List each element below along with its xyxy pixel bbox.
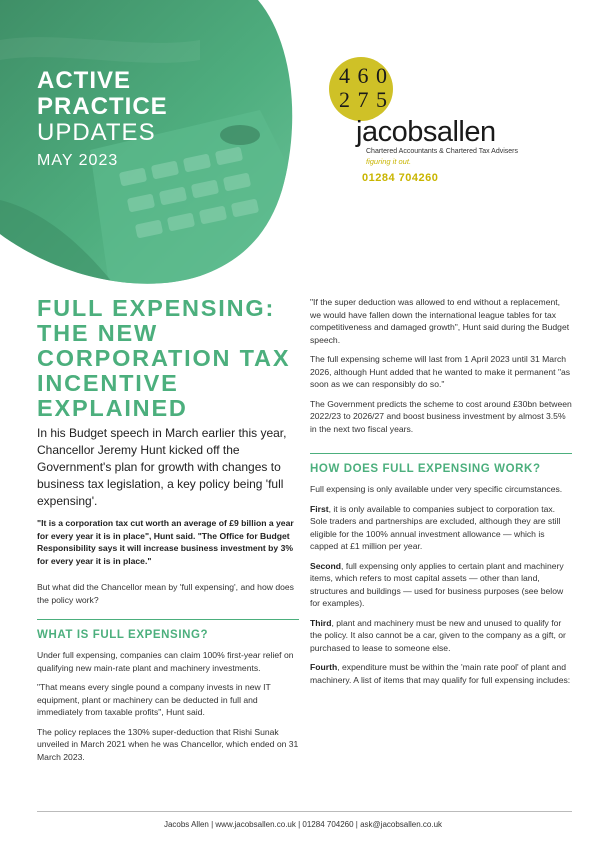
third-text: , plant and machinery must be new and unused to qualify for the policy. It also cannot be a car, given to the company as a gift, or purchased to lease to someone else. — [310, 617, 566, 653]
left-column — [37, 581, 299, 770]
article-quote: "It is a corporation tax cut worth an average of £9 billion a year for every year it is in place", Hunt said. "The Office for Budget Responsibility says it will increase business investment by 3% for every year it is in place." — [37, 518, 294, 566]
brand-tagline: figuring it out. — [366, 157, 412, 166]
section-heading-what: WHAT IS FULL EXPENSING? — [37, 619, 299, 641]
s1-paragraph-2: "That means every single pound a company invests in new IT equipment, plant or machinery can be deducted in full and immediately from taxable profits", Hunt said. — [37, 682, 271, 717]
first-label: First — [310, 503, 329, 514]
footer-divider — [37, 811, 572, 812]
article-headline: FULL EXPENSING: THE NEW CORPORATION TAX INCENTIVE EXPLAINED — [37, 295, 291, 421]
brand-name: jacobsallen — [356, 116, 496, 148]
r-paragraph-3: The Government predicts the scheme to cost around £30bn between 2022/23 to 2026/27 and boost business investment by almost 3.5% in the next two fiscal years. — [310, 398, 572, 434]
section-heading-how: HOW DOES FULL EXPENSING WORK? — [310, 453, 572, 475]
title-line-practice: PRACTICE — [37, 93, 168, 120]
s2-third — [310, 617, 572, 655]
third-label: Third — [310, 617, 332, 628]
fourth-text: , expenditure must be within the 'main rate pool' of plant and machinery. A list of items that may qualify for full expensing includes: — [310, 662, 571, 685]
title-line-updates: UPDATES — [37, 119, 156, 146]
fourth-label: Fourth — [310, 662, 338, 672]
second-text: , full expensing only applies to certain plant and machinery items, which refers to most capital assets — other than land, structures and buildings — used for business purposes (see below for examples). — [310, 560, 564, 608]
question-paragraph: But what did the Chancellor mean by 'full expensing', and how does the policy work? — [37, 582, 294, 605]
logo-digits: 4 6 0 — [339, 63, 388, 88]
footer-contact: Jacobs Allen | www.jacobsallen.co.uk | 01284 704260 | ask@jacobsallen.co.uk — [163, 820, 443, 829]
title-line-active: ACTIVE — [37, 67, 132, 94]
brand-subtitle: Chartered Accountants & Chartered Tax Advisers — [366, 148, 519, 155]
r-paragraph-2: The full expensing scheme will last from 1 April 2023 until 31 March 2026, although Hunt added that he wanted to make it permanent "as soon as we can responsibly do so." — [310, 354, 571, 389]
issue-date: MAY 2023 — [37, 152, 119, 169]
second-label: Second — [310, 560, 342, 571]
first-text: , it is only available to companies subject to corporation tax. Sole traders and partnerships are excluded, although they are still eligible for the 100% annual investment allowance — which is capped at £1 million per year. — [310, 503, 561, 551]
article-intro: In his Budget speech in March earlier this year, Chancellor Jeremy Hunt kicked off the Government's plan for growth with changes to business tax legislation, a key policy being 'full expensing'. — [37, 426, 287, 508]
brand-phone: 01284 704260 — [362, 172, 439, 184]
s2-paragraph-1: Full expensing is only available under very specific circumstances. — [310, 484, 563, 494]
newsletter-title — [37, 68, 168, 172]
r-paragraph-1: "If the super deduction was allowed to end without a replacement, we would have fallen down the international league tables for tax competitiveness and damaged growth", Hunt said during the Budget speech. — [310, 297, 570, 345]
svg-text:2 7 5: 2 7 5 — [339, 87, 388, 112]
s2-second — [310, 560, 572, 610]
right-column — [310, 296, 572, 693]
s1-paragraph-1: Under full expensing, companies can claim 100% first-year relief on qualifying new main-rate plant and machinery investments. — [37, 650, 294, 673]
s2-first — [310, 503, 572, 553]
s2-fourth — [310, 661, 572, 686]
s1-paragraph-3: The policy replaces the 130% super-deduction that Rishi Sunak unveiled in March 2021 when he was Chancellor, which ended on 31 March 2023. — [37, 726, 299, 762]
